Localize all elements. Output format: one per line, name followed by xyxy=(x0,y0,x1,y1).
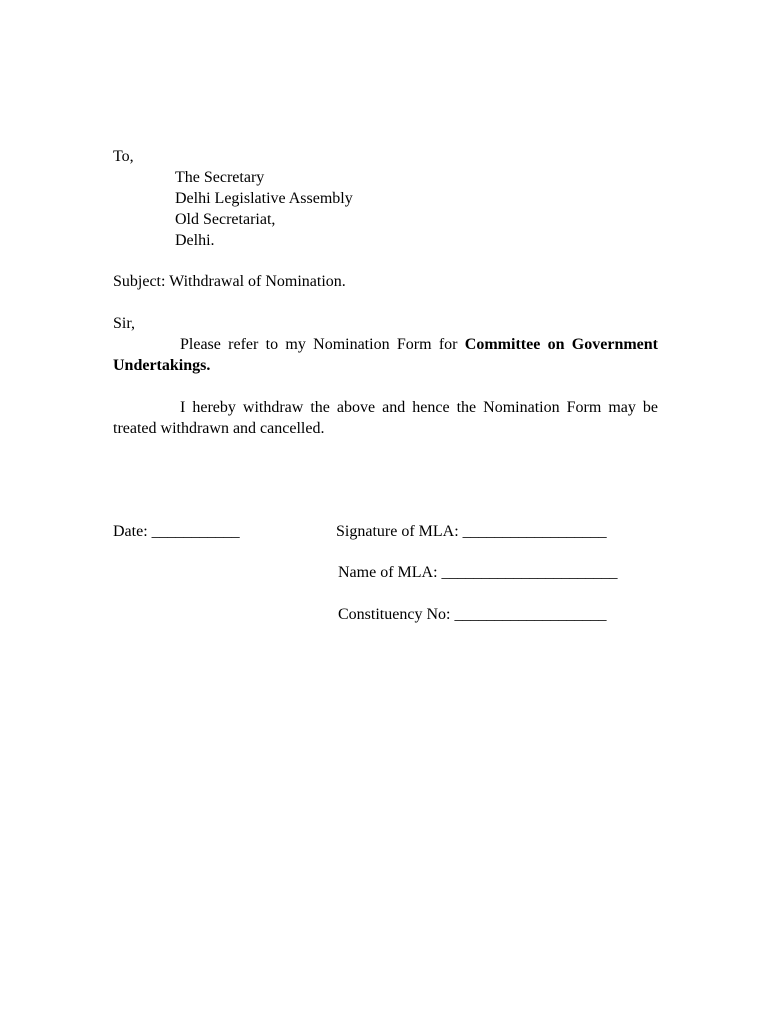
paragraph-2-text: I hereby withdraw the above and hence the Nomination Form may be treated withdrawn and cancelled. xyxy=(113,399,658,437)
address-line-3: Old Secretariat, xyxy=(175,211,276,228)
subject-line: Subject: Withdrawal of Nomination. xyxy=(113,273,346,290)
paragraph-1-text: Please refer to my Nomination Form for xyxy=(180,336,465,353)
committee-name: Committee on Government Undertakings. xyxy=(113,336,659,374)
paragraph-1 xyxy=(113,334,658,376)
date-field: Date: ___________ xyxy=(113,523,240,540)
address-line-4: Delhi. xyxy=(175,232,215,249)
address-line-1: The Secretary xyxy=(175,169,265,186)
name-field: Name of MLA: ______________________ xyxy=(338,564,618,581)
paragraph-2 xyxy=(113,397,658,439)
signature-field: Signature of MLA: __________________ xyxy=(336,523,607,540)
to-line: To, xyxy=(113,148,134,165)
greeting: Sir, xyxy=(113,315,136,332)
constituency-field: Constituency No: ___________________ xyxy=(338,606,607,623)
address-line-2: Delhi Legislative Assembly xyxy=(175,190,353,207)
